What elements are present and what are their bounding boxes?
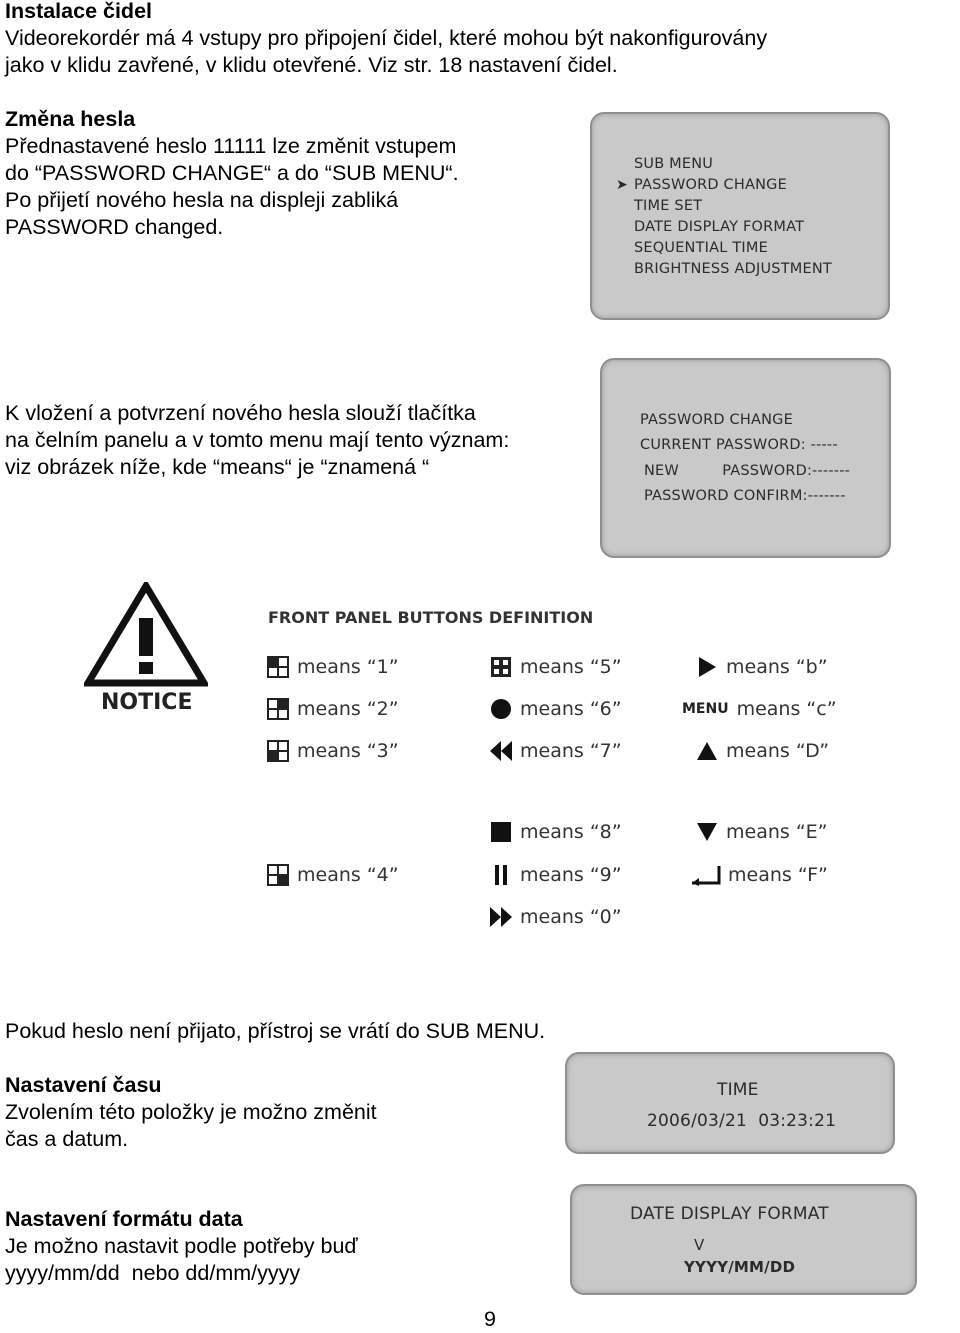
warning-icon [84,582,208,687]
buttons-text-line-1: K vložení a potvrzení nového hesla slouží tlačítka [5,401,476,425]
button-definition [488,739,622,763]
button-definition-label: means “3” [297,740,399,762]
password-text-line-4: PASSWORD changed. [5,215,224,239]
submenu-screen [590,112,890,320]
button-definition [265,697,399,721]
sensors-text-line-1: Videorekordér má 4 vstupy pro připojení čidel, které mohou být nakonfigurovány [5,26,768,50]
button-definition-label: means “D” [726,740,830,762]
password-screen [600,358,891,558]
up-arrow-icon [694,739,720,763]
button-definition-label: means “9” [520,864,622,886]
button-definition [488,905,622,929]
heading-time: Nastavení času [5,1073,162,1097]
front-panel-title: FRONT PANEL BUTTONS DEFINITION [268,608,594,627]
button-definition [690,863,828,887]
fast-forward-icon [488,905,514,929]
password-text-line-2: do “PASSWORD CHANGE“ a do “SUB MENU“. [5,161,459,185]
quad-top-left-icon [265,655,291,679]
quad-top-right-icon [265,697,291,721]
button-definition [682,697,837,721]
button-definition [488,863,622,887]
time-screen [565,1052,895,1154]
password-text-line-3: Po přijetí nového hesla na displeji zabliká [5,188,399,212]
button-definition [265,863,399,887]
button-definition [694,820,828,844]
quad-grid-icon [488,655,514,679]
button-definition-label: means “5” [520,656,622,678]
stop-icon [488,820,514,844]
password-text-line-1: Přednastavené heslo 11111 lze změnit vstupem [5,134,457,158]
menu-button-text: MENU [682,701,729,717]
button-definition [265,739,399,763]
buttons-text-line-3: viz obrázek níže, kde “means“ je “znamená “ [5,455,430,479]
arrow-right-icon: ➤ [616,177,628,193]
button-definition-label: means “c” [736,698,837,720]
date-screen-value: YYYY/MM/DD [684,1258,796,1276]
button-definition-label: means “b” [726,656,828,678]
enter-icon [690,863,722,887]
date-format-screen [570,1184,917,1295]
heading-date-format: Nastavení formátu data [5,1207,243,1231]
button-definition [694,739,829,763]
sensors-text-line-2: jako v klidu zavřené, v klidu otevřené. Viz str. 18 nastavení čidel. [5,53,618,77]
button-definition-label: means “0” [520,906,622,928]
quad-bottom-left-icon [265,739,291,763]
submenu-item: SUB MENU [634,156,714,172]
pause-icon [488,863,514,887]
button-definition-label: means “8” [520,821,622,843]
button-definition-label: means “4” [297,864,399,886]
time-text-line-2: čas a datum. [5,1127,129,1151]
submenu-item: SEQUENTIAL TIME [634,240,768,256]
time-screen-value: 2006/03/21 03:23:21 [647,1111,837,1131]
button-definition-label: means “2” [297,698,399,720]
date-screen-arrow: V [694,1236,705,1254]
button-definition-label: means “6” [520,698,622,720]
heading-password-change: Změna hesla [5,107,136,131]
button-definition [694,655,828,679]
submenu-item: BRIGHTNESS ADJUSTMENT [634,261,832,277]
heading-sensors: Instalace čidel [5,0,152,23]
button-definition [488,655,622,679]
date-text-line-2: yyyy/mm/dd nebo dd/mm/yyyy [5,1261,301,1285]
button-definition-label: means “F” [728,864,828,886]
play-icon [694,655,720,679]
time-text-line-1: Zvolením této položky je možno změnit [5,1100,377,1124]
button-definition [488,820,622,844]
page-number: 9 [484,1307,496,1331]
password-screen-line: CURRENT PASSWORD: ----- [640,437,838,453]
reject-text: Pokud heslo není přijato, přístroj se vrátí do SUB MENU. [5,1019,546,1043]
button-definition-label: means “E” [726,821,828,843]
button-definition [488,697,622,721]
button-definition-label: means “1” [297,656,399,678]
date-screen-title: DATE DISPLAY FORMAT [630,1204,829,1224]
date-text-line-1: Je možno nastavit podle potřeby buď [5,1234,358,1258]
submenu-item: DATE DISPLAY FORMAT [634,219,805,235]
button-definition [265,655,399,679]
quad-bottom-right-icon [265,863,291,887]
submenu-item: TIME SET [634,198,703,214]
buttons-text-line-2: na čelním panelu a v tomto menu mají tento význam: [5,428,510,452]
password-screen-line: PASSWORD CHANGE [640,412,793,428]
notice-label: NOTICE [101,690,193,715]
submenu-item: PASSWORD CHANGE [634,177,787,193]
time-screen-title: TIME [717,1080,759,1100]
record-icon [488,697,514,721]
password-screen-line: NEW PASSWORD:------- [644,463,851,479]
down-arrow-icon [694,820,720,844]
password-screen-line: PASSWORD CONFIRM:------- [644,488,846,504]
rewind-icon [488,739,514,763]
button-definition-label: means “7” [520,740,622,762]
